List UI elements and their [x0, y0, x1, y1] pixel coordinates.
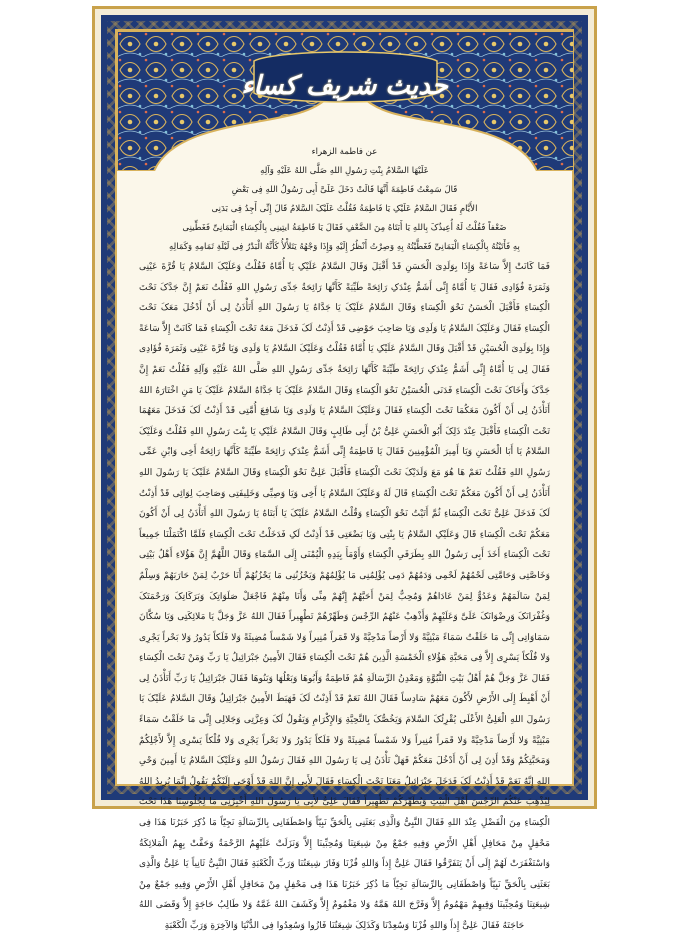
frame-border-pattern [101, 15, 588, 931]
hadith-paragraph: فَقَالَ عَلِیٌّ لأَبِی یَا رَسُولَ اللهِ أَخْبِرْنِی مَا لِجُلُوسِنَا هَذَا تَحْتَ الْکِسَاءِ مِنَ الْفَضْلِ عِنْدَ اللهِ فَقَالَ النَّبِیُّ وَالَّذِی بَعَثَنِی بِالْحَقِّ نَبِیّاً وَاصْطَفَانِی بِالرِّسَالَةِ نَجِیّاً مَا ذُکِرَ خَبَرُنَا هَذَا فِی مَحْفِلٍ مِنْ مَحَافِلِ أَهْلِ الأَرْضِ وَفِیهِ جَمْعٌ مِنْ شِیعَتِنَا وَمُحِبِّینَا إِلاَّ وَنَزَلَتْ عَلَیْهِمُ الرَّحْمَةُ وَحَفَّتْ بِهِمُ الْمَلائِکَةُ وَاسْتَغْفَرَتْ لَهُمْ إِلَی أَنْ یَتَفَرَّقُوا فَقَالَ عَلِیٌّ إِذاً وَاللهِ فُزْنَا وَفَازَ شِیعَتُنَا وَرَبِّ الْکَعْبَةِ فَقَالَ النَّبِیُّ ثَانِیاً یَا عَلِیُّ وَالَّذِی بَعَثَنِی بِالْحَقِّ نَبِیّاً وَاصْطَفَانِی بِالرِّسَالَةِ نَجِیّاً مَا ذُکِرَ خَبَرُنَا هَذَا فِی مَحْفِلٍ مِنْ مَحَافِلِ أَهْلِ الأَرْضِ وَفِیهِ جَمْعٌ مِنْ شِیعَتِنَا وَمُحِبِّینَا وَفِیهِمْ مَهْمُومٌ إِلاَّ وَفَرَّجَ اللهُ هَمَّهُ وَلا مَغْمُومٌ إِلاَّ وَکَشَفَ اللهُ غَمَّهُ وَلا طَالِبُ حَاجَةٍ إِلاَّ وَقَضَی اللهُ حَاجَتَهُ فَقَالَ عَلِیٌّ إِذاً وَاللهِ فُزْنَا وَسُعِدْنَا وَکَذَلِکَ شِیعَتُنَا فَازُوا وَسُعِدُوا فِی الدُّنْیَا وَالآخِرَةِ وَرَبِّ الْکَعْبَةِ [139, 797, 550, 931]
hadith-paragraph: فَمَا کَانَتْ إِلاَّ سَاعَةً وَإِذَا بِوَلَدِیَ الْحُسَیْنِ قَدْ أَقْبَلَ وَقَالَ السَّلامُ عَلَیْکِ یَا أُمَّاهُ فَقُلْتُ وَعَلَیْکَ السَّلامُ یَا وَلَدِی وَیَا قُرَّةَ عَیْنِی وَثَمَرَةَ فُؤَادِی فَقَالَ لِی یَا أُمَّاهُ إِنِّی أَشَمُّ عِنْدَکِ رَائِحَةً طَیِّبَةً کَأَنَّهَا رَائِحَةُ جَدِّی رَسُولِ اللهِ صَلَّی اللهُ عَلَیْهِ وَآلِهِ فَقُلْتُ نَعَمْ إِنَّ جَدَّکَ وَأَخَاکَ تَحْتَ الْکِسَاءِ فَدَنَی الْحُسَیْنُ نَحْوَ الْکِسَاءِ وَقَالَ السَّلامُ عَلَیْکَ یَا جَدَّاهُ السَّلامُ عَلَیْکَ یَا مَنِ اخْتَارَهُ اللهُ أَتَأْذَنُ لِی أَنْ أَکُونَ مَعَکُمَا تَحْتَ الْکِسَاءِ فَقَالَ وَعَلَیْکَ السَّلامُ یَا وَلَدِی وَیَا شَافِعَ أُمَّتِی قَدْ أَذِنْتُ لَکَ فَدَخَلَ مَعَهُمَا تَحْتَ الْکِسَاءِ [139, 323, 550, 437]
hadith-paragraph: ثُمَّ أَتَیْتُ نَحْوَ الْکِسَاءِ وَقُلْتُ السَّلامُ عَلَیْکَ یَا أَبَتَاهُ یَا رَسُولَ اللهِ أَتَأْذَنُ لِی أَنْ أَکُونَ مَعَکُمْ تَحْتَ الْکِسَاءِ قَالَ وَعَلَیْکِ السَّلامُ یَا بِنْتِی وَیَا بَضْعَتِی قَدْ أَذِنْتُ لَکِ فَدَخَلْتُ تَحْتَ الْکِسَاءِ فَلَمَّا اکْتَمَلْنَا جَمِیعاً تَحْتَ الْکِسَاءِ أَخَذَ أَبِی رَسُولُ اللهِ بِطَرَفَیِ الْکِسَاءِ وَأَوْمَأَ بِیَدِهِ الْیُمْنَی إِلَی السَّمَاءِ وَقَالَ اللَّهُمَّ إِنَّ هَؤُلاءِ أَهْلُ بَیْتِی وَخَاصَّتِی وَحَامَّتِی لَحْمُهُمْ لَحْمِی وَدَمُهُمْ دَمِی یُؤْلِمُنِی مَا یُؤْلِمُهُمْ وَیَحْزُنُنِی مَا یَحْزُنُهُمْ أَنَا حَرْبٌ لِمَنْ حَارَبَهُمْ وَسِلْمٌ لِمَنْ سَالَمَهُمْ وَعَدُوٌّ لِمَنْ عَادَاهُمْ وَمُحِبٌّ لِمَنْ أَحَبَّهُمْ إِنَّهُمْ مِنِّی وَأَنَا مِنْهُمْ فَاجْعَلْ صَلَوَاتِکَ وَبَرَکَاتِکَ وَرَحْمَتَکَ وَغُفْرَانَکَ وَرِضْوَانَکَ عَلَیَّ وَعَلَیْهِمْ وَأَذْهِبْ عَنْهُمُ الرِّجْسَ وَطَهِّرْهُمْ تَطْهِیراً [139, 509, 550, 623]
hadith-paragraph: فَقَالَ اللهُ عَزَّ وَجَلَّ یَا مَلائِکَتِی وَیَا سُکَّانَ سَمَاوَاتِی إِنِّی مَا خَلَقْتُ سَمَاءً مَبْنِیَّةً وَلا أَرْضاً مَدْحِیَّةً وَلا قَمَراً مُنِیراً وَلا شَمْساً مُضِیئَةً وَلا فَلَکاً یَدُورُ وَلا بَحْراً یَجْرِی وَلا فُلْکاً یَسْرِی إِلاَّ فِی مَحَبَّةِ هَؤُلاءِ الْخَمْسَةِ الَّذِینَ هُمْ تَحْتَ الْکِسَاءِ فَقَالَ الأَمِینُ جَبْرَائِیلُ یَا رَبِّ وَمَنْ تَحْتَ الْکِسَاءِ فَقَالَ عَزَّ وَجَلَّ هُمْ أَهْلُ بَیْتِ النُّبُوَّةِ وَمَعْدِنُ الرِّسَالَةِ هُمْ فَاطِمَةُ وَأَبُوهَا وَبَعْلُهَا وَبَنُوهَا فَقَالَ جَبْرَائِیلُ یَا رَبِّ أَتَأْذَنُ لِی أَنْ أَهْبِطَ إِلَی الأَرْضِ لأَکُونَ مَعَهُمْ سَادِساً فَقَالَ اللهُ نَعَمْ قَدْ أَذِنْتُ لَکَ فَهَبَطَ الأَمِینُ جَبْرَائِیلُ وَقَالَ السَّلامُ عَلَیْکَ یَا رَسُولَ اللهِ الْعَلِیُّ الأَعْلَی یُقْرِئُکَ السَّلامَ وَیَخُصُّکَ بِالتَّحِیَّةِ وَالإِکْرَامِ وَیَقُولُ لَکَ وَعِزَّتِی وَجَلالِی إِنِّی مَا خَلَقْتُ سَمَاءً مَبْنِیَّةً وَلا أَرْضاً مَدْحِیَّةً وَلا قَمَراً مُنِیراً وَلا شَمْساً مُضِیئَةً وَلا فَلَکاً یَدُورُ وَلا بَحْراً یَجْرِی وَلا فُلْکاً یَسْرِی إِلاَّ لأَجْلِکُمْ وَمَحَبَّتِکُمْ وَقَدْ أَذِنَ لِی أَنْ أَدْخُلَ مَعَکُمْ فَهَلْ تَأْذَنُ لِی یَا رَسُولَ اللهِ فَقَالَ رَسُولُ اللهِ وَعَلَیْکَ السَّلامُ یَا أَمِینَ وَحْیِ اللهِ إِنَّهُ نَعَمْ قَدْ أَذِنْتُ لَکَ فَدَخَلَ جَبْرَائِیلُ مَعَنَا تَحْتَ الْکِسَاءِ فَقَالَ لأَبِی إِنَّ اللهَ قَدْ أَوْحَی إِلَیْکُمْ یَقُولُ إِنَّمَا یُرِیدُ اللهُ لِیُذْهِبَ عَنْکُمُ الرِّجْسَ أَهْلَ الْبَیْتِ وَیُطَهِّرَکُمْ تَطْهِیراً [139, 612, 550, 808]
hadith-text [139, 143, 550, 931]
intro-line: عَلَیْهَا السَّلامُ بِنْتِ رَسُولِ اللهِ صَلَّی اللهُ عَلَیْهِ وَآلِهِ [260, 166, 429, 176]
hadith-paragraph: فَأَقْبَلَ عِنْدَ ذَلِکَ أَبُو الْحَسَنِ عَلِیُّ بْنُ أَبِی طَالِبٍ وَقَالَ السَّلامُ عَلَیْکِ یَا بِنْتَ رَسُولِ اللهِ فَقُلْتُ وَعَلَیْکَ السَّلامُ یَا أَبَا الْحَسَنِ وَیَا أَمِیرَ الْمُؤْمِنِینَ فَقَالَ یَا فَاطِمَةُ إِنِّی أَشَمُّ عِنْدَکِ رَائِحَةً طَیِّبَةً کَأَنَّهَا رَائِحَةُ أَخِی وَابْنِ عَمِّی رَسُولِ اللهِ فَقُلْتُ نَعَمْ هَا هُوَ مَعَ وَلَدَیْکَ تَحْتَ الْکِسَاءِ فَأَقْبَلَ عَلِیٌّ نَحْوَ الْکِسَاءِ وَقَالَ السَّلامُ عَلَیْکَ یَا رَسُولَ اللهِ أَتَأْذَنُ لِی أَنْ أَکُونَ مَعَکُمْ تَحْتَ الْکِسَاءِ قَالَ لَهُ وَعَلَیْکَ السَّلامُ یَا أَخِی وَیَا وَصِیِّی وَخَلِیفَتِی وَصَاحِبَ لِوَائِی قَدْ أَذِنْتُ لَکَ فَدَخَلَ عَلِیٌّ تَحْتَ الْکِسَاءِ [139, 426, 550, 520]
hadith-paragraph: فَمَا کَانَتْ إِلاَّ سَاعَةً وَإِذَا بِوَلَدِیَ الْحَسَنِ قَدْ أَقْبَلَ وَقَالَ السَّلامُ عَلَیْکِ یَا أُمَّاهُ فَقُلْتُ وَعَلَیْکَ السَّلامُ یَا قُرَّةَ عَیْنِی وَثَمَرَةَ فُؤَادِی فَقَالَ یَا أُمَّاهُ إِنِّی أَشَمُّ عِنْدَکِ رَائِحَةً طَیِّبَةً کَأَنَّهَا رَائِحَةُ جَدِّی رَسُولِ اللهِ فَقُلْتُ نَعَمْ إِنَّ جَدَّکَ تَحْتَ الْکِسَاءِ فَأَقْبَلَ الْحَسَنُ نَحْوَ الْکِسَاءِ وَقَالَ السَّلامُ عَلَیْکَ یَا جَدَّاهُ یَا رَسُولَ اللهِ أَتَأْذَنُ لِی أَنْ أَدْخُلَ مَعَکَ تَحْتَ الْکِسَاءِ فَقَالَ وَعَلَیْکَ السَّلامُ یَا وَلَدِی وَیَا صَاحِبَ حَوْضِی قَدْ أَذِنْتُ لَکَ فَدَخَلَ مَعَهُ تَحْتَ الْکِسَاءِ [139, 262, 550, 334]
ornamental-frame [92, 6, 597, 931]
page-title: حدیث شریف کساء [241, 71, 448, 101]
intro-line: الأَیَّامِ فَقَالَ السَّلامُ عَلَیْکِ یَا فَاطِمَةُ فَقُلْتُ عَلَیْکَ السَّلامُ قَالَ إِنِّی أَجِدُ فِی بَدَنِی [211, 204, 478, 214]
intro-line: ضَعْفاً فَقُلْتُ لَهُ أُعِیذُکَ بِاللهِ یَا أَبَتَاهُ مِنَ الضَّعْفِ فَقَالَ یَا فَاطِمَةُ ایتِینِی بِالْکِسَاءِ الْیَمَانِیِّ فَغَطِّینِی [182, 223, 507, 233]
intro-line: عن فاطمة الزهراء [311, 147, 378, 157]
intro-line: بِهِ فَأَتَیْتُهُ بِالْکِسَاءِ الْیَمَانِیِّ فَغَطَّیْتُهُ بِهِ وَصِرْتُ أَنْظُرُ إِلَیْهِ وَإِذَا وَجْهُهُ یَتَلأْلأُ کَأَنَّهُ الْبَدْرُ فِی لَیْلَةِ تَمَامِهِ وَکَمَالِهِ [169, 242, 520, 252]
document-panel [115, 29, 574, 931]
intro-line: قَالَ سَمِعْتُ فَاطِمَةَ أَنَّهَا قَالَتْ دَخَلَ عَلَیَّ أَبِی رَسُولُ اللهِ فِی بَعْضِ [231, 185, 458, 195]
